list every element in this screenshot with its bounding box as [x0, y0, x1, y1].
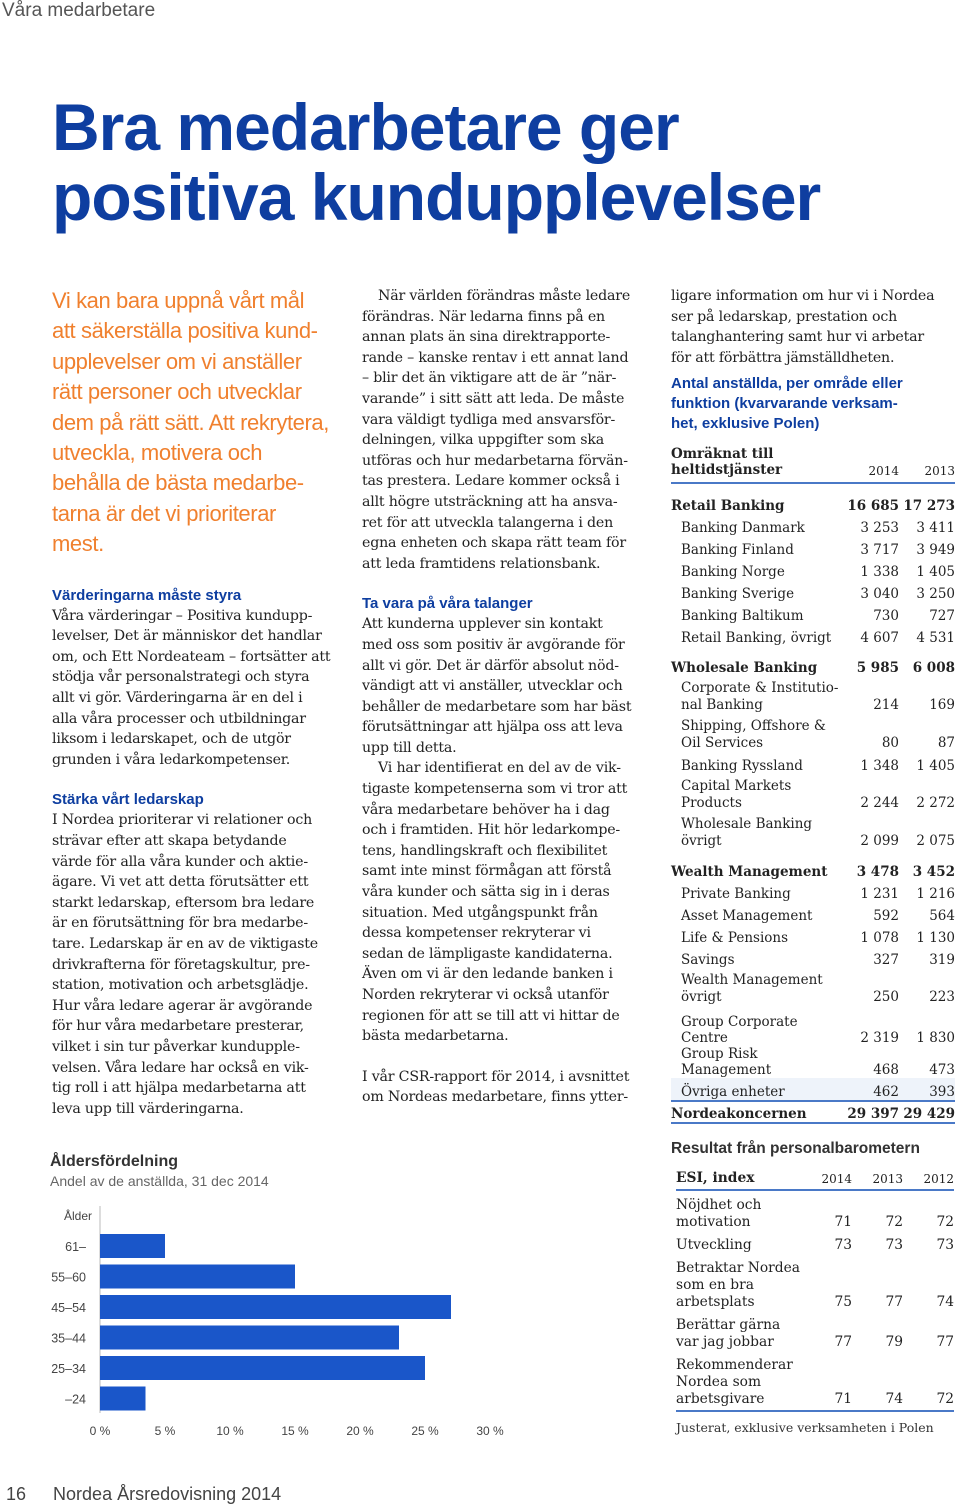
body-line: Våra värderingar – Positiva kundupp-: [52, 607, 313, 624]
x-tick-label: 30 %: [476, 1424, 504, 1438]
row-label: Banking Finland: [681, 542, 794, 559]
table-row: [671, 558, 955, 580]
category-label: –24: [65, 1392, 86, 1407]
intro-line: Vi kan bara uppnå vårt mål: [52, 288, 305, 313]
row-label: Banking Sverige: [681, 586, 795, 603]
x-tick-label: 0 %: [89, 1424, 111, 1438]
body-line: för att förbättra jämställdheten.: [671, 349, 895, 366]
body-line: allt vi gör. Värderingarna är en del i: [52, 690, 303, 707]
value-2014: 1 078: [860, 930, 899, 947]
leadership-body: [52, 810, 340, 1119]
table-row: [671, 858, 955, 880]
table-row: [676, 1190, 954, 1231]
table-row: [671, 752, 955, 774]
table-row: [671, 880, 955, 902]
value-2014: 73: [834, 1237, 852, 1253]
row-label: Banking Ryssland: [681, 758, 803, 775]
body-line: allt högre utsträckning att ha ansva-: [362, 493, 618, 510]
body-line: våra medarbetare behöver ha i dag: [362, 801, 610, 818]
year-header: 2014: [801, 1170, 852, 1190]
intro-line: dem på rätt sätt. Att rekrytera,: [52, 409, 329, 435]
table-row: [671, 676, 955, 714]
value-2014: 3 253: [860, 520, 899, 537]
value-2014: 3 040: [860, 586, 899, 603]
x-tick-label: 25 %: [411, 1424, 439, 1438]
table-row: [676, 1254, 954, 1311]
value-2014: 5 985: [856, 660, 899, 677]
body-line: stödja vår personalstrategi och styra: [52, 669, 310, 686]
intro-line: att säkerställa positiva kund-: [52, 318, 318, 344]
y-axis-label: Ålder: [64, 1209, 93, 1223]
body-line: förutsättningar att hjälpa oss att leva: [362, 719, 623, 736]
row-label: Retail Banking, övrigt: [681, 630, 832, 647]
table-row: [671, 492, 955, 514]
value-2013: 3 949: [916, 542, 955, 559]
value-2014: 4 607: [860, 630, 899, 647]
year-header: 2014: [843, 446, 899, 483]
value-2013: 6 008: [912, 660, 955, 677]
body-line: och i framtiden. Hit hör ledarkompe-: [362, 822, 621, 839]
bar: [100, 1234, 165, 1258]
x-tick-label: 5 %: [154, 1424, 176, 1438]
table-title-line: Antal anställda, per område eller: [671, 375, 903, 393]
value-2013: 1 130: [916, 930, 955, 947]
category-label: 35–44: [51, 1331, 86, 1346]
spacer-cell: [671, 850, 955, 858]
value-2014: 2 099: [860, 833, 899, 850]
table-row: [671, 812, 955, 850]
table-row: [671, 946, 955, 968]
survey-title: Resultat från personalbarometern: [671, 1140, 920, 1157]
value-2013: 87: [937, 735, 955, 752]
age-chart-header: [50, 1153, 510, 1189]
survey-footnote: Justerat, exklusive verksamheten i Polen: [676, 1420, 934, 1435]
value-2014: 16 685: [847, 498, 899, 515]
body-line: velsen. Våra ledare har också en vik-: [52, 1059, 309, 1076]
intro-line: mest.: [52, 531, 104, 557]
row-label: Nordeakoncernen: [671, 1101, 843, 1123]
age-chart-title: Åldersfördelning: [50, 1153, 179, 1170]
value-2012: 74: [936, 1294, 954, 1310]
category-label: 45–54: [51, 1301, 86, 1315]
page-number: 16: [6, 1484, 27, 1504]
body-line: vändigt att vi anställer, utvecklar och: [362, 678, 623, 695]
spacer-cell: [671, 483, 955, 492]
value-2014: 592: [873, 908, 899, 925]
value-2013: 3 452: [912, 864, 955, 881]
values-body: [52, 606, 340, 771]
bar: [100, 1387, 146, 1411]
row-label: Group Corporate Centre: [681, 1014, 798, 1047]
table-row: [676, 1231, 954, 1254]
table-row: [671, 1078, 955, 1101]
body-line: varande” i sitt sätt att leda. De måste: [362, 390, 625, 407]
body-line: dessa kompetenser rekryterar vi: [362, 925, 591, 942]
body-line: vilket i sin tur påverkar kundupple-: [52, 1038, 300, 1055]
table-spacer: [671, 483, 955, 492]
body-line: alla våra processer och utbildningar: [52, 710, 306, 727]
value-2013: 72: [885, 1214, 903, 1230]
body-line: ägare. Vi vet att detta förutsätter ett: [52, 874, 309, 891]
body-line: sedan de lämpligaste kandidaterna.: [362, 945, 613, 962]
body-line: Att kunderna upplever sin kontakt: [362, 616, 603, 633]
value-2012: 72: [903, 1351, 954, 1411]
body-line: levelser, Det är människor det handlar: [52, 628, 322, 645]
x-tick-label: 10 %: [216, 1424, 244, 1438]
body-line: ret för att utveckla talangerna i den: [362, 514, 614, 531]
body-line: tare. Ledarskap är en av de viktigaste: [52, 935, 318, 952]
value-2013: 169: [929, 697, 955, 714]
intro-line: rätt personer och utvecklar: [52, 379, 302, 405]
table-row: [671, 654, 955, 676]
body-line: – blir det än viktigare att de är ”när-: [362, 370, 617, 387]
body-line: om, och Ett Nordeateam – fortsätter att: [52, 648, 331, 665]
body-line: situation. Med utgångspunkt från: [362, 904, 598, 921]
body-line: Norden rekryterar vi också utanför: [362, 987, 609, 1003]
value-2014: 2 319: [860, 1030, 899, 1047]
body-line: delningen, vilka uppgifter som ska: [362, 432, 605, 449]
year-header: 2012: [903, 1170, 954, 1190]
value-2013: 2 075: [916, 833, 955, 850]
talent-heading: Ta vara på våra talanger: [362, 595, 533, 613]
body-line: tig roll i att hjälpa medarbetarna att: [52, 1080, 306, 1097]
body-line: talanghantering samt hur vi arbetar: [671, 329, 924, 346]
body-line: När världen förändras måste ledare: [378, 288, 631, 304]
value-2014: 462: [843, 1078, 899, 1101]
body-line: tigaste kompetenserna som vi tror att: [362, 781, 628, 798]
value-2013: 3 411: [916, 520, 955, 537]
body-line: strävar efter att skapa betydande: [52, 833, 287, 849]
table-row: [671, 1101, 955, 1123]
row-label: Retail Banking: [671, 498, 785, 515]
row-label: Nöjdhet och motivation: [676, 1197, 762, 1230]
body-line: regionen för att se till att vi hittar de: [362, 1007, 620, 1024]
table-row: [671, 514, 955, 536]
value-2013: 79: [885, 1334, 903, 1350]
row-label: Savings: [681, 952, 735, 969]
column-3: [671, 286, 956, 1124]
values-heading: Värderingarna måste styra: [52, 586, 242, 604]
value-2014: 71: [801, 1351, 852, 1411]
headline-line-1: Bra medarbetare ger: [52, 90, 679, 164]
row-label: Wholesale Banking: [671, 660, 818, 677]
body-line: rande – kanske rentav i ett annat land: [362, 349, 629, 366]
body-line: I Nordea prioriterar vi relationer och: [52, 812, 313, 829]
intro-line: upplevelser om vi anställer: [52, 348, 302, 374]
value-2013: 393: [899, 1078, 955, 1101]
table-header-row: [676, 1170, 954, 1190]
body-line: annan plats än sina direktrapporte-: [362, 329, 611, 346]
body-line: ligare information om hur vi i Nordea: [671, 288, 935, 304]
body-line: Även om vi är den ledande banken i: [362, 966, 613, 983]
value-2014: 468: [873, 1062, 899, 1079]
value-2012: 72: [936, 1214, 954, 1230]
survey-table: [676, 1170, 954, 1412]
bar: [100, 1295, 451, 1319]
table-row: [671, 902, 955, 924]
value-2013: 727: [929, 608, 955, 625]
value-2013: 564: [929, 908, 955, 925]
spacer-cell: [671, 1006, 955, 1014]
table-row: [671, 714, 955, 752]
value-2014: 327: [873, 952, 899, 969]
intro-line: utveckla, motivera och: [52, 440, 263, 466]
x-tick-label: 20 %: [346, 1424, 374, 1438]
intro-line: tarna är det vi prioriterar: [52, 500, 276, 526]
value-2014: 77: [834, 1334, 852, 1350]
year-header: 2013: [899, 446, 955, 483]
table-row: [676, 1351, 954, 1411]
body-line: tas prestera. Ledare kommer också i: [362, 473, 620, 490]
value-2013: 1 830: [916, 1030, 955, 1047]
body-line: behåller de medarbetare som har bäst: [362, 698, 632, 715]
value-2012: 73: [936, 1237, 954, 1253]
row-label: Life & Pensions: [681, 930, 789, 947]
body-line: leva upp till värderingarna.: [52, 1100, 244, 1117]
row-label: Utveckling: [676, 1237, 752, 1253]
talent-paragraph-3: [362, 1067, 647, 1108]
value-2013: 4 531: [916, 630, 955, 647]
talent-paragraph-1: [362, 614, 647, 758]
table-row: [671, 580, 955, 602]
body-line: Hur våra ledare agerar är avgörande: [52, 997, 313, 1014]
body-line: allt vi gör. Det är därför absolut nöd-: [362, 657, 619, 674]
table-row: [671, 536, 955, 558]
category-label: 61–: [65, 1240, 86, 1254]
body-line: förändras. När ledarna finns på en: [362, 308, 605, 325]
value-2014: 80: [881, 735, 899, 752]
body-line: liksom i ledarskapet, och de utgör: [52, 731, 291, 748]
talent-paragraph-2: [362, 758, 647, 1046]
body-line: för hur våra medarbetare presterar,: [52, 1018, 304, 1035]
value-2014: 1 338: [860, 564, 899, 581]
table-spacer: [671, 646, 955, 654]
intro-line: behålla de bästa medarbe-: [52, 470, 304, 496]
table-row: [671, 1046, 955, 1078]
body-line: bästa medarbetarna.: [362, 1028, 509, 1045]
body-line: station, motivation och arbetsglädje.: [52, 977, 309, 994]
value-2013: 1 405: [916, 564, 955, 581]
table-title-line: funktion (kvarvarande verksam-: [671, 395, 898, 413]
value-2013: 2 272: [916, 795, 955, 812]
value-2013: 29 429: [899, 1101, 955, 1123]
value-2013: 17 273: [903, 498, 955, 515]
row-label: Övriga enheter: [671, 1078, 843, 1101]
row-label: Wealth Management övrigt: [681, 972, 823, 1006]
bar: [100, 1265, 295, 1289]
row-label: Betraktar Nordea som en bra arbetsplats: [676, 1260, 800, 1310]
col3-paragraph: [671, 286, 956, 368]
body-line: grunden i våra ledarkompetenser.: [52, 751, 291, 768]
value-2012: 77: [936, 1334, 954, 1350]
header-label: ESI, index: [676, 1170, 801, 1190]
page-footer: [6, 1484, 281, 1505]
row-label: Group Risk Management: [681, 1046, 772, 1079]
row-label: Banking Baltikum: [681, 608, 804, 625]
row-label: Berättar gärna var jag jobbar: [676, 1317, 781, 1350]
body-line: våra kunder och sätta sig in i deras: [362, 884, 610, 901]
value-2013: 473: [929, 1062, 955, 1079]
body-line: ser på ledarskap, prestation och: [671, 308, 898, 325]
table-row: [671, 924, 955, 946]
row-label: Corporate & Institutio- nal Banking: [681, 680, 839, 714]
table-spacer: [671, 850, 955, 858]
headline-line-2: positiva kundupplevelser: [52, 160, 821, 234]
table-row: [671, 624, 955, 646]
table-row: [676, 1311, 954, 1351]
row-label: Shipping, Offshore & Oil Services: [681, 718, 826, 752]
value-2013: 1 405: [916, 758, 955, 775]
value-2014: 75: [834, 1294, 852, 1310]
body-line: värde för alla våra kunder och aktie-: [52, 853, 308, 870]
value-2014: 71: [834, 1214, 852, 1230]
table-header-row: [671, 446, 955, 483]
body-line: drivkrafterna för företagskultur, pre-: [52, 956, 310, 973]
row-label: Rekommenderar Nordea som arbetsgivare: [676, 1351, 801, 1411]
body-line: vara väldigt tydliga med ansvarsför-: [362, 411, 616, 428]
bar: [100, 1326, 399, 1350]
row-label: Wealth Management: [671, 864, 828, 881]
row-label: Banking Norge: [681, 564, 785, 581]
year-header: 2013: [852, 1170, 903, 1190]
column-2: [362, 286, 647, 1108]
value-2014: 730: [873, 608, 899, 625]
value-2014: 250: [873, 989, 899, 1006]
table-spacer: [671, 1006, 955, 1014]
value-2013: 3 250: [916, 586, 955, 603]
employees-table-title: [671, 374, 956, 434]
body-line: upp till detta.: [362, 739, 457, 756]
body-line: tens, handlingskraft och flexibilitet: [362, 842, 608, 859]
value-2013: 73: [885, 1237, 903, 1253]
col2-paragraph-1: [362, 286, 647, 574]
body-line: Vi har identifierat en del av de vik-: [378, 760, 621, 777]
table-row: [671, 1014, 955, 1046]
value-2014: 1 231: [860, 886, 899, 903]
row-label: Banking Danmark: [681, 520, 805, 537]
table-row: [671, 602, 955, 624]
value-2014: 3 717: [860, 542, 899, 559]
value-2014: 1 348: [860, 758, 899, 775]
age-chart-subtitle: Andel av de anställda, 31 dec 2014: [50, 1173, 269, 1189]
table-row: [671, 968, 955, 1006]
value-2013: 319: [929, 952, 955, 969]
row-label: Omräknat till heltidstjänster: [671, 446, 843, 483]
employees-table: [671, 446, 955, 1124]
section-label: Våra medarbetare: [2, 0, 156, 21]
body-line: samt inte minst förmågan att förstå: [362, 863, 612, 880]
page-headline: [52, 92, 932, 232]
table-row: [671, 774, 955, 812]
row-label: Capital Markets Products: [681, 778, 792, 812]
value-2013: 223: [929, 989, 955, 1006]
value-2014: 214: [873, 697, 899, 714]
age-distribution-chart: [50, 1200, 520, 1438]
x-tick-label: 15 %: [281, 1424, 309, 1438]
value-2013: 1 216: [916, 886, 955, 903]
value-2014: 2 244: [860, 795, 899, 812]
body-line: är en förutsättning för bra medarbe-: [52, 915, 308, 932]
row-label: Asset Management: [681, 908, 813, 925]
value-2013: 74: [852, 1351, 903, 1411]
footer-text: Nordea Årsredovisning 2014: [53, 1484, 282, 1504]
body-line: starkt ledarskap, eftersom bra ledare: [52, 894, 315, 911]
value-2014: 29 397: [843, 1101, 899, 1123]
body-line: med oss som positiv är avgörande för: [362, 636, 625, 653]
category-label: 55–60: [51, 1270, 86, 1285]
table-title-line: het, exklusive Polen): [671, 415, 820, 433]
category-label: 25–34: [51, 1362, 86, 1376]
column-1: [52, 286, 340, 1119]
body-line: I vår CSR-rapport för 2014, i avsnittet: [362, 1068, 630, 1085]
body-line: om Nordeas medarbetare, finns ytter-: [362, 1089, 629, 1106]
body-line: utföras och hur medarbetarna förvän-: [362, 452, 628, 469]
bar: [100, 1356, 425, 1380]
value-2014: 3 478: [856, 864, 899, 881]
intro-text: [52, 286, 340, 560]
body-line: egna enheten och skapa rätt team för: [362, 535, 626, 552]
value-2013: 77: [885, 1294, 903, 1310]
body-line: att leda framtidens relationsbank.: [362, 555, 601, 572]
spacer-cell: [671, 646, 955, 654]
row-label: Wholesale Banking övrigt: [681, 816, 813, 850]
leadership-heading: Stärka vårt ledarskap: [52, 791, 204, 809]
row-label: Private Banking: [681, 886, 791, 903]
